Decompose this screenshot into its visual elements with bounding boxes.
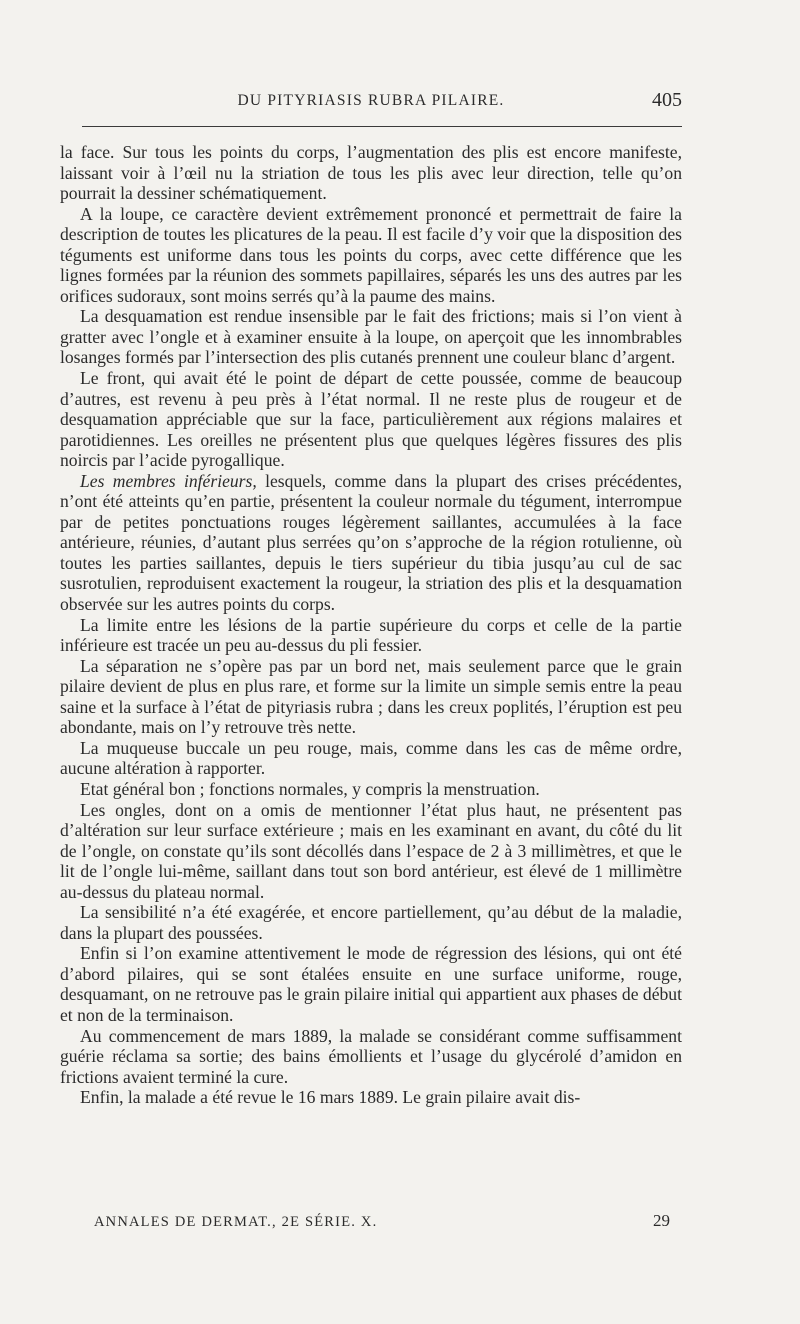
running-head	[60, 89, 682, 116]
running-title: DU PITYRIASIS RUBRA PILAIRE.	[237, 92, 505, 109]
page-number: 405	[652, 89, 682, 111]
paragraph: Etat général bon ; fonctions normales, y compris la menstruation.	[80, 778, 540, 799]
header-rule	[82, 126, 682, 127]
paragraph: Au commencement de mars 1889, la malade se considérant comme suffisamment guérie réclama sa sortie; des bains émollients et l’usage du glycérolé d’amidon en frictions avaient terminé la cure.	[60, 1025, 682, 1087]
paragraph-text: lesquels, comme dans la plupart des crises précédentes, n’ont été atteints qu’en partie, présentent la couleur normale du tégument, interrompue par de petites ponctuations rouges légèrement saillantes, accumulées à la face antérieure, réunies, d’autant plus serrées qu’on s’approche de la région rotulienne, où toutes les parties saillantes, depuis le tiers supérieur du tibia jusqu’au cul de sac susrotulien, reproduisent exactement la rougeur, la striation des plis et la desquamation observée sur les autres points du corps.	[60, 470, 682, 615]
paragraph	[60, 471, 682, 615]
paragraph: Enfin, la malade a été revue le 16 mars 1889. Le grain pilaire avait dis-	[80, 1087, 581, 1108]
paragraph: Enfin si l’on examine attentivement le mode de régression des lésions, qui ont été d’abord pilaires, qui se sont étalées ensuite en une surface uniforme, rouge, desquamant, on ne retrouve pas le grain pilaire initial qui appartient aux phases de début et non de la terminaison.	[60, 943, 682, 1025]
paragraph: La desquamation est rendue insensible par le fait des frictions; mais si l’on vient à gratter avec l’ongle et à examiner ensuite à la loupe, on aperçoit que les innombrables losanges formés par l’intersection des plis cutanés prennent une couleur blanc d’argent.	[60, 306, 682, 368]
italic-phrase: Les membres inférieurs,	[80, 470, 257, 491]
footer	[82, 1211, 682, 1238]
footer-signature: ANNALES DE DERMAT., 2E SÉRIE. X.	[94, 1214, 378, 1230]
body-text	[60, 142, 682, 1108]
paragraph: Le front, qui avait été le point de départ de cette poussée, comme de beaucoup d’autres, est revenu à peu près à l’état normal. Il ne reste plus de rougeur et de desquamation appréciable que sur la face, particulièrement aux régions malaires et parotidiennes. Les oreilles ne présentent plus que quelques légères fissures des plis noircis par l’acide pyrogallique.	[60, 368, 682, 471]
paragraph: Les ongles, dont on a omis de mentionner l’état plus haut, ne présentent pas d’altération sur leur surface extérieure ; mais en les examinant en avant, du côté du lit de l’ongle, on constate qu’ils sont décollés dans l’espace de 2 à 3 millimètres, et que le lit de l’ongle lui-même, saillant dans tout son bord antérieur, est élevé de 1 millimètre au-dessus du plateau normal.	[60, 799, 682, 902]
paragraph: la face. Sur tous les points du corps, l’augmentation des plis est encore manifeste, laissant voir à l’œil nu la striation de tous les plis avec leur direction, telle qu’on pourrait la dessiner schématiquement.	[60, 142, 682, 204]
paragraph: La sensibilité n’a été exagérée, et encore partiellement, qu’au début de la maladie, dans la plupart des poussées.	[60, 902, 682, 943]
paragraph: La séparation ne s’opère pas par un bord net, mais seulement parce que le grain pilaire devient de plus en plus rare, et forme sur la limite un simple semis entre la peau saine et la surface à l’état de pityriasis rubra ; dans les creux poplités, l’éruption est peu abondante, mais on l’y retrouve très nette.	[60, 655, 682, 738]
paragraph: La limite entre les lésions de la partie supérieure du corps et celle de la partie inférieure est tracée un peu au-dessus du pli fessier.	[60, 614, 682, 656]
signature-number: 29	[653, 1211, 670, 1230]
paragraph: La muqueuse buccale un peu rouge, mais, comme dans les cas de même ordre, aucune altération à rapporter.	[60, 737, 682, 779]
paragraph: A la loupe, ce caractère devient extrêmement prononcé et permettrait de faire la description de toutes les plicatures de la peau. Il est facile d’y voir que la disposition des téguments est uniforme dans tous les points du corps, avec cette différence que les lignes formées par la réunion des sommets papillaires, séparés les uns des autres par les orifices sudoraux, sont moins serrés qu’à la paume des mains.	[60, 203, 682, 306]
